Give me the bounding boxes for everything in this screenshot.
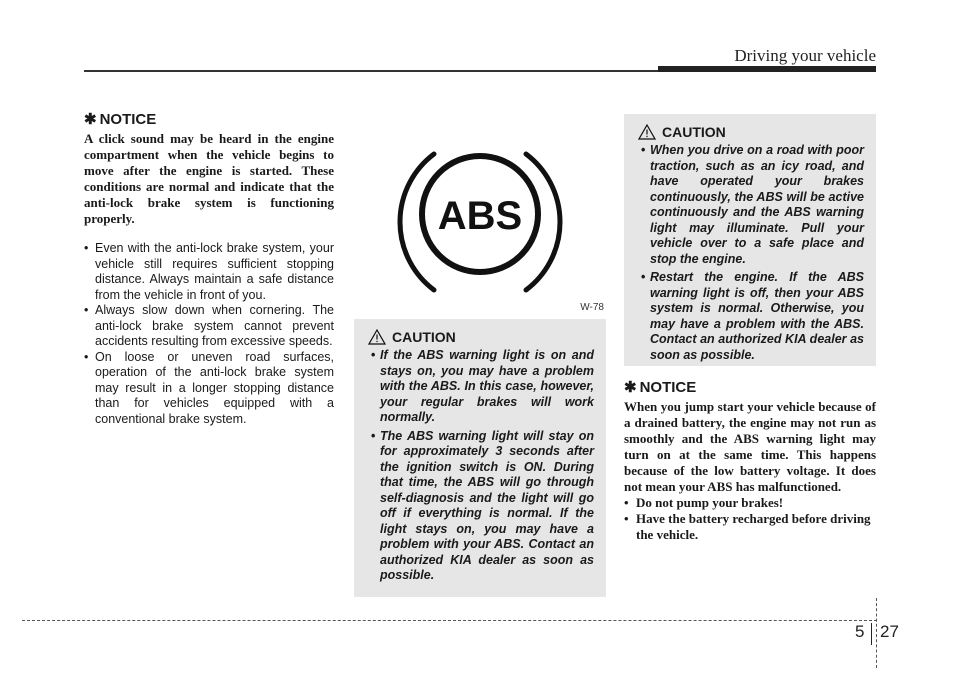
notice-section-1: [84, 110, 334, 427]
notice-body-1: A click sound may be heard in the engine compartment when the vehicle begins to move after the engine is started. These conditions are normal and indicate that the anti-lock brake system is functioning properly.: [84, 131, 334, 226]
caution-header: [638, 124, 864, 140]
notice-title-1: [84, 110, 334, 128]
list-item: • When you drive on a road with poor traction, such as an icy road, and have operated your brakes continuously, the ABS will be active continuously and the ABS warning light may illuminate. Pull your vehicle over to a safe place and stop the engine.: [638, 143, 864, 267]
abs-warning-figure: [354, 112, 606, 317]
notice-title-text: NOTICE: [99, 111, 157, 128]
caution-list: [638, 143, 864, 363]
notice-body-2: When you jump start your vehicle because of a drained battery, the engine may not run as smoothly and the ABS warning light may turn on at the same time. This happens because of the low battery voltage. It does not mean your ABS has malfunctioned.: [624, 399, 876, 494]
header-rule: [84, 70, 660, 72]
list-item: • Even with the anti-lock brake system, your vehicle still requires sufficient stopping distance. Always maintain a safe distance from the vehicle in front of you.: [84, 241, 334, 303]
header-title: Driving your vehicle: [734, 46, 876, 65]
page-number: 27: [880, 622, 899, 641]
footer-rule: [22, 620, 877, 621]
list-item: • On loose or uneven road surfaces, operation of the anti-lock brake system may result in a longer stopping distance than for vehicles equipped with a conventional brake system.: [84, 350, 334, 428]
abs-symbol-text: ABS: [437, 194, 523, 238]
notice-bullets-2: [624, 495, 876, 543]
caution-header: [368, 329, 594, 345]
notice-title-2: [624, 378, 876, 396]
list-item: • Do not pump your brakes!: [624, 495, 876, 511]
list-item: • Have the battery recharged before driving the vehicle.: [624, 511, 876, 543]
notice-title-text: NOTICE: [639, 379, 697, 396]
notice-star-icon: ✱: [84, 111, 97, 128]
footer-crop-mark: [876, 598, 877, 668]
abs-left-arc: [400, 154, 434, 290]
notice-bullets-1: [84, 241, 334, 427]
list-item: • The ABS warning light will stay on for approximately 3 seconds after the ignition switch is ON. During that time, the ABS will go through self-diagnosis and the light will go off if everything is normal. If the light stays on, you may have a problem with your ABS. Contact an authorized KIA dealer as soon as possible.: [368, 429, 594, 584]
abs-right-arc: [526, 154, 560, 290]
notice-section-2: [624, 378, 876, 543]
header-bar: [658, 66, 876, 72]
warning-triangle-icon: [368, 329, 386, 345]
abs-warning-light-icon: [354, 112, 606, 317]
chapter-number: 5: [855, 622, 865, 641]
notice-star-icon: ✱: [624, 379, 637, 396]
caution-list: [368, 348, 594, 584]
list-item: • Restart the engine. If the ABS warning light is off, then your ABS system is normal. Otherwise, you may have a problem with the ABS. Contact an authorized KIA dealer as soon as possible.: [638, 270, 864, 363]
warning-triangle-icon: [638, 124, 656, 140]
list-item: • If the ABS warning light is on and stays on, you may have a problem with the ABS. In this case, however, your regular brakes will work normally.: [368, 348, 594, 426]
list-item: • Always slow down when cornering. The anti-lock brake system cannot prevent accidents resulting from excessive speeds.: [84, 303, 334, 350]
caution-box-abs-light: [354, 319, 606, 597]
page-number-divider: [871, 623, 872, 645]
caution-box-poor-traction: [624, 114, 876, 366]
caution-title: CAUTION: [392, 329, 456, 345]
caution-title: CAUTION: [662, 124, 726, 140]
figure-label: W-78: [580, 302, 604, 313]
